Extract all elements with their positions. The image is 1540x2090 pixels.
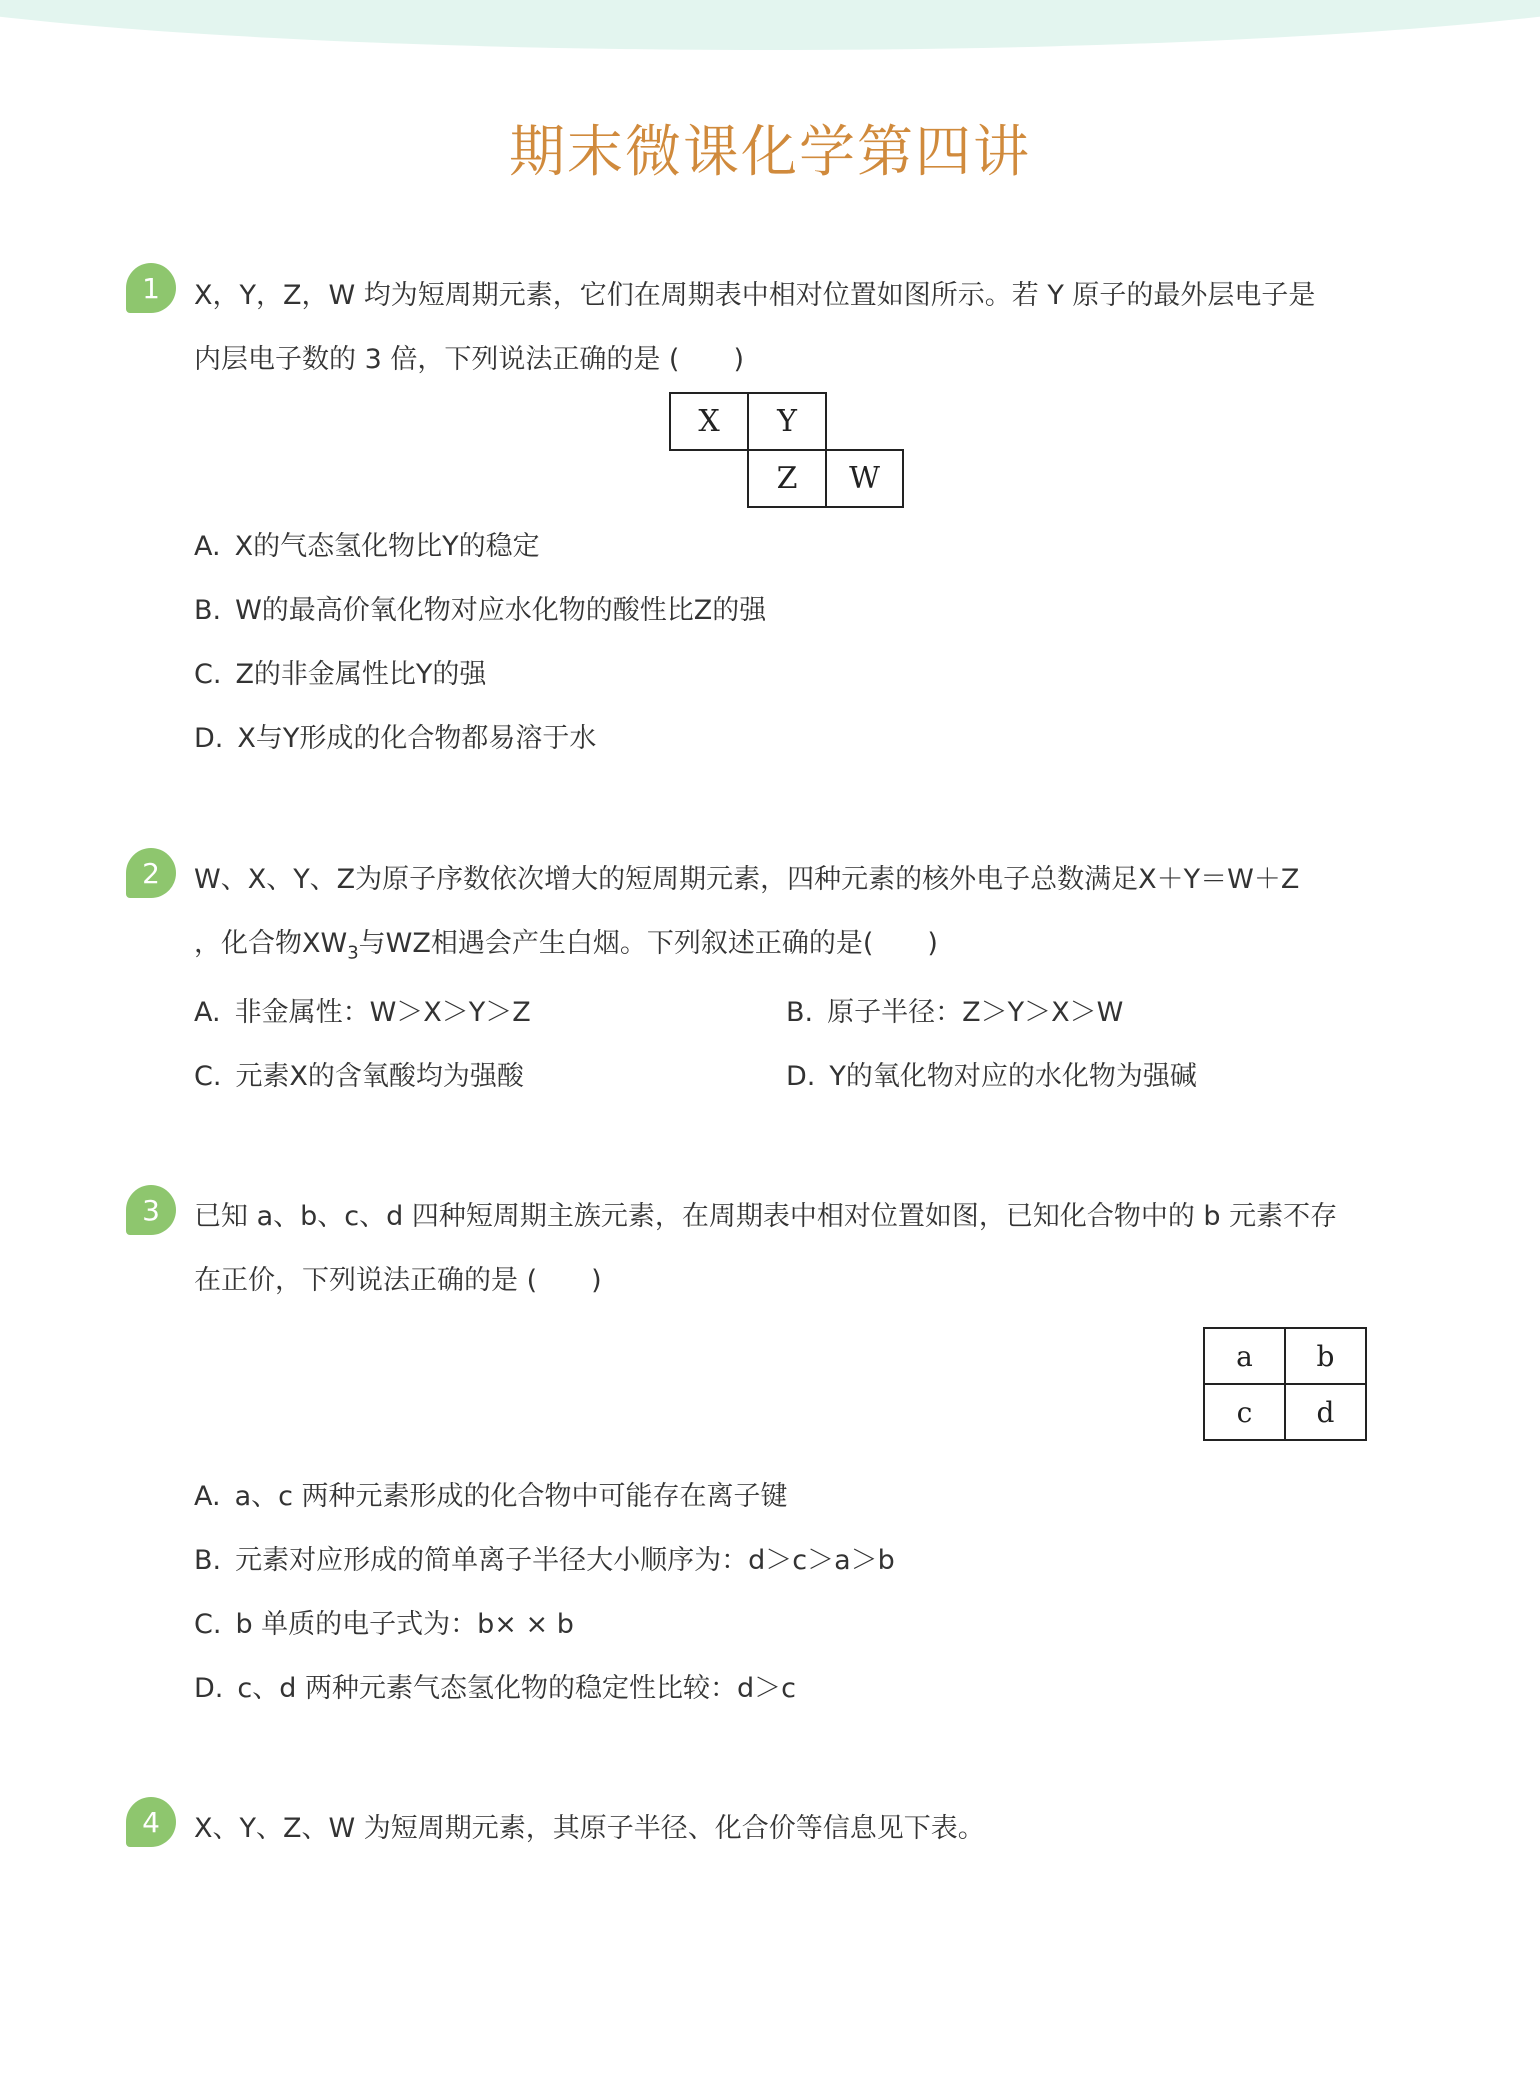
option-letter: C.	[194, 659, 222, 690]
option-letter: A.	[194, 531, 221, 562]
question-2-line-1: W、X、Y、Z为原子序数依次增大的短周期元素，四种元素的核外电子总数满足X＋Y＝W＋Z	[194, 864, 1300, 895]
line-part: 与WZ相遇会产生白烟。下列叙述正确的是( )	[358, 928, 938, 959]
question-number-badge: 1	[126, 263, 176, 313]
question-4-line-1: X、Y、Z、W 为短周期元素，其原子半径、化合价等信息见下表。	[194, 1813, 985, 1844]
option-text: W的最高价氧化物对应水化物的酸性比Z的强	[235, 595, 767, 626]
option-letter: A.	[194, 1481, 221, 1512]
option-text: a、c 两种元素形成的化合物中可能存在离子键	[234, 1481, 788, 1512]
grid-cell-z: Z	[748, 450, 826, 507]
question-2-option-d[interactable]	[786, 1054, 1197, 1093]
question-3-line-2: 在正价，下列说法正确的是 ( )	[194, 1265, 602, 1296]
option-text: Y的氧化物对应的水化物为强碱	[829, 1061, 1197, 1092]
grid-cell-a: a	[1204, 1328, 1285, 1384]
question-3-option-d[interactable]	[194, 1666, 796, 1705]
question-1-option-a[interactable]	[194, 524, 540, 563]
question-1-line-1: X，Y，Z，W 均为短周期元素，它们在周期表中相对位置如图所示。若 Y 原子的最外层电子是	[194, 280, 1316, 311]
question-2-option-b[interactable]	[786, 990, 1123, 1029]
page-title: 期末微课化学第四讲	[509, 120, 1031, 185]
line-part: ，化合物XW	[194, 928, 348, 959]
question-3-option-a[interactable]	[194, 1474, 788, 1513]
grid-cell-y: Y	[748, 393, 826, 450]
question-1-periodic-grid	[669, 392, 904, 508]
option-letter: C.	[194, 1061, 222, 1092]
grid-cell-d: d	[1285, 1384, 1366, 1440]
option-text: 非金属性：W＞X＞Y＞Z	[234, 997, 531, 1028]
question-number-badge: 3	[126, 1185, 176, 1235]
question-1-option-d[interactable]	[194, 716, 596, 755]
option-letter: D.	[194, 723, 224, 754]
question-2-line-2	[194, 924, 938, 973]
question-2-option-c[interactable]	[194, 1054, 524, 1093]
option-text: 元素对应形成的简单离子半径大小顺序为：d＞c＞a＞b	[235, 1545, 895, 1576]
question-3-option-b[interactable]	[194, 1538, 895, 1577]
option-text: Z的非金属性比Y的强	[235, 659, 487, 690]
grid-cell-empty	[826, 393, 903, 450]
grid-cell-w: W	[826, 450, 903, 507]
question-2-option-a[interactable]	[194, 990, 531, 1029]
question-1-line-2: 内层电子数的 3 倍，下列说法正确的是 ( )	[194, 344, 744, 375]
grid-cell-empty	[670, 450, 748, 507]
option-letter: D.	[786, 1061, 816, 1092]
option-letter: B.	[194, 1545, 222, 1576]
question-3-option-c[interactable]	[194, 1602, 574, 1641]
grid-cell-b: b	[1285, 1328, 1366, 1384]
option-letter: B.	[786, 997, 814, 1028]
question-number-badge: 4	[126, 1797, 176, 1847]
option-text: b 单质的电子式为：b× × b	[235, 1609, 574, 1640]
question-1-option-c[interactable]	[194, 652, 486, 691]
question-number-badge: 2	[126, 848, 176, 898]
grid-cell-c: c	[1204, 1384, 1285, 1440]
grid-cell-x: X	[670, 393, 748, 450]
question-3-line-1: 已知 a、b、c、d 四种短周期主族元素，在周期表中相对位置如图，已知化合物中的 b 元素不存	[194, 1201, 1338, 1232]
question-1-option-b[interactable]	[194, 588, 766, 627]
option-text: X与Y形成的化合物都易溶于水	[237, 723, 597, 754]
question-3-periodic-grid	[1203, 1327, 1367, 1441]
option-letter: A.	[194, 997, 221, 1028]
option-text: c、d 两种元素气态氢化物的稳定性比较：d＞c	[237, 1673, 796, 1704]
option-letter: D.	[194, 1673, 224, 1704]
option-letter: C.	[194, 1609, 222, 1640]
option-text: 元素X的含氧酸均为强酸	[235, 1061, 524, 1092]
option-letter: B.	[194, 595, 222, 626]
top-decorative-band	[0, 0, 1540, 50]
subscript: 3	[347, 942, 359, 964]
option-text: X的气态氢化物比Y的稳定	[234, 531, 540, 562]
option-text: 原子半径：Z＞Y＞X＞W	[827, 997, 1124, 1028]
